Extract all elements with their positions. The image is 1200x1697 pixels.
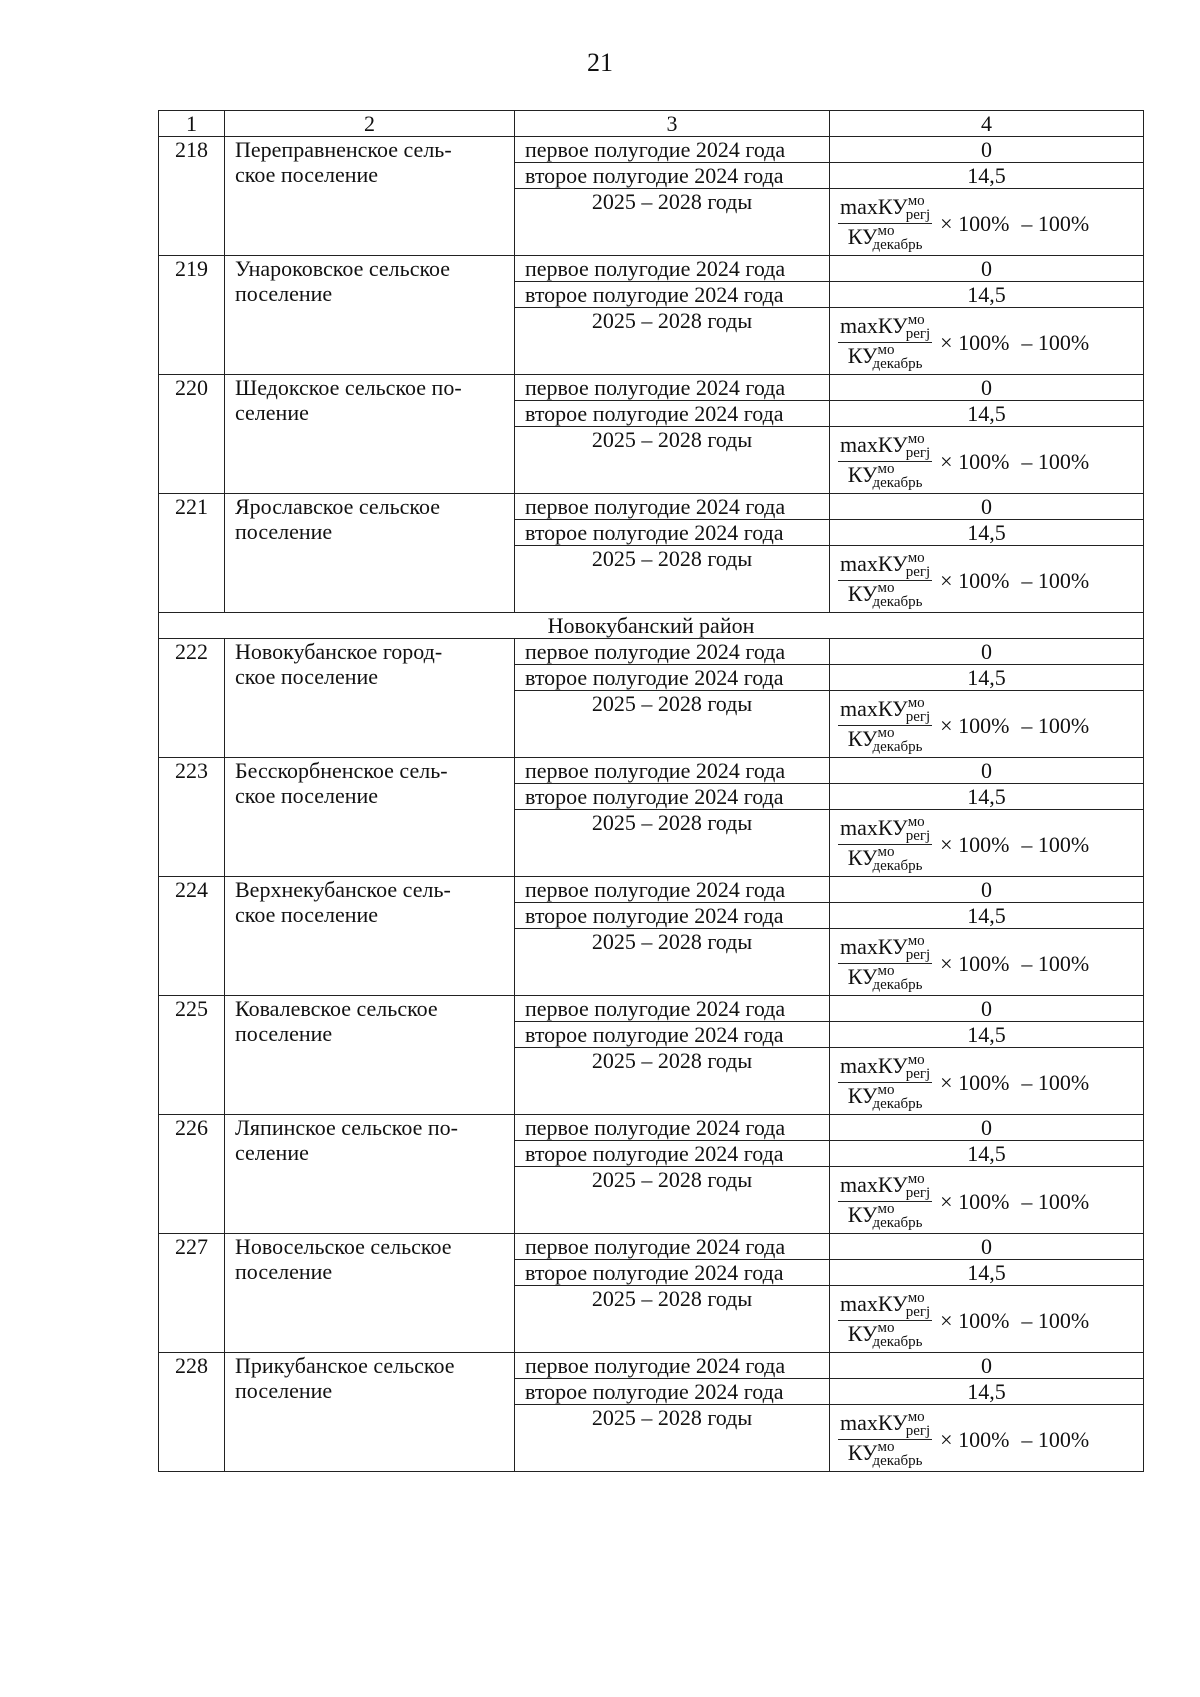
formula-numerator-sub: регj bbox=[905, 1065, 931, 1082]
period-multi-year: 2025 – 2028 годы bbox=[515, 1405, 830, 1472]
period-second-half: второе полугодие 2024 года bbox=[515, 520, 830, 546]
value-second-half: 14,5 bbox=[830, 163, 1144, 189]
settlement-name: Ярославское сельское поселение bbox=[225, 494, 515, 613]
formula-numerator-base: maxКУ bbox=[840, 431, 908, 457]
formula-denominator bbox=[846, 1083, 925, 1111]
settlement-name: Унароковское сельское поселение bbox=[225, 256, 515, 375]
formula-numerator-sub: регj bbox=[905, 1184, 931, 1201]
value-second-half: 14,5 bbox=[830, 784, 1144, 810]
formula-denominator bbox=[846, 581, 925, 609]
row-number: 221 bbox=[159, 494, 225, 613]
formula-numerator-base: maxКУ bbox=[840, 814, 908, 840]
period-first-half: первое полугодие 2024 года bbox=[515, 256, 830, 282]
period-multi-year: 2025 – 2028 годы bbox=[515, 691, 830, 758]
formula-denominator bbox=[846, 462, 925, 490]
period-first-half: первое полугодие 2024 года bbox=[515, 1234, 830, 1260]
settlement-name: Новосельское сельское поселение bbox=[225, 1234, 515, 1353]
formula-denominator-sub: декабрь bbox=[872, 236, 923, 253]
settlement-name: Верхнекубанское сель- ское поселение bbox=[225, 877, 515, 996]
formula-numerator-base: maxКУ bbox=[840, 193, 908, 219]
formula-denominator-sub: декабрь bbox=[872, 593, 923, 610]
formula-denominator bbox=[846, 845, 925, 873]
table-row bbox=[159, 137, 1144, 163]
value-first-half: 0 bbox=[830, 639, 1144, 665]
formula-numerator-base: maxКУ bbox=[840, 1052, 908, 1078]
value-formula bbox=[830, 1167, 1144, 1234]
value-first-half: 0 bbox=[830, 494, 1144, 520]
row-number: 219 bbox=[159, 256, 225, 375]
formula-denominator-base: КУ bbox=[847, 223, 878, 249]
settlement-name: Ковалевское сельское поселение bbox=[225, 996, 515, 1115]
formula-numerator-sup: мо bbox=[907, 192, 925, 209]
value-second-half: 14,5 bbox=[830, 1022, 1144, 1048]
formula-minus: – 100% bbox=[1021, 712, 1090, 738]
formula-numerator-sup: мо bbox=[907, 1051, 925, 1068]
formula-times: × 100% bbox=[940, 1069, 1010, 1095]
formula-fraction bbox=[838, 1170, 932, 1231]
period-multi-year: 2025 – 2028 годы bbox=[515, 810, 830, 877]
formula bbox=[838, 310, 1139, 374]
formula-numerator bbox=[838, 813, 932, 845]
formula-tail bbox=[940, 449, 1089, 474]
formula-numerator-sup: мо bbox=[907, 311, 925, 328]
formula-times: × 100% bbox=[940, 329, 1010, 355]
formula bbox=[838, 1407, 1139, 1471]
formula-numerator-sup: мо bbox=[907, 1170, 925, 1187]
formula-minus: – 100% bbox=[1021, 1188, 1090, 1214]
formula-numerator bbox=[838, 1408, 932, 1440]
formula-denominator-sup: мо bbox=[877, 724, 895, 741]
formula bbox=[838, 1288, 1139, 1352]
formula-numerator-sup: мо bbox=[907, 430, 925, 447]
formula bbox=[838, 429, 1139, 493]
formula-tail bbox=[940, 1189, 1089, 1214]
formula-denominator-sub: декабрь bbox=[872, 976, 923, 993]
table-row bbox=[159, 256, 1144, 282]
formula-minus: – 100% bbox=[1021, 329, 1090, 355]
value-second-half: 14,5 bbox=[830, 665, 1144, 691]
formula-fraction bbox=[838, 430, 932, 491]
period-first-half: первое полугодие 2024 года bbox=[515, 137, 830, 163]
period-second-half: второе полугодие 2024 года bbox=[515, 401, 830, 427]
settlement-name: Ляпинское сельское по- селение bbox=[225, 1115, 515, 1234]
formula-tail bbox=[940, 211, 1089, 236]
formula-fraction bbox=[838, 813, 932, 874]
formula-numerator-sub: регj bbox=[905, 206, 931, 223]
formula-denominator-sup: мо bbox=[877, 222, 895, 239]
period-multi-year: 2025 – 2028 годы bbox=[515, 929, 830, 996]
value-formula bbox=[830, 546, 1144, 613]
formula-numerator bbox=[838, 1170, 932, 1202]
formula-denominator bbox=[846, 343, 925, 371]
header-col-4: 4 bbox=[830, 111, 1144, 137]
value-first-half: 0 bbox=[830, 877, 1144, 903]
period-multi-year: 2025 – 2028 годы bbox=[515, 1048, 830, 1115]
formula-numerator-base: maxКУ bbox=[840, 550, 908, 576]
table-row bbox=[159, 877, 1144, 903]
table-row bbox=[159, 1234, 1144, 1260]
table-row bbox=[159, 494, 1144, 520]
value-formula bbox=[830, 1286, 1144, 1353]
formula-numerator-sub: регj bbox=[905, 1303, 931, 1320]
formula-denominator-base: КУ bbox=[847, 1320, 878, 1346]
formula-denominator bbox=[846, 964, 925, 992]
formula-denominator-base: КУ bbox=[847, 461, 878, 487]
formula-denominator-sup: мо bbox=[877, 962, 895, 979]
settlement-name: Прикубанское сельское поселение bbox=[225, 1353, 515, 1472]
formula bbox=[838, 191, 1139, 255]
formula-minus: – 100% bbox=[1021, 1069, 1090, 1095]
formula-numerator bbox=[838, 311, 932, 343]
formula-numerator-sup: мо bbox=[907, 694, 925, 711]
period-first-half: первое полугодие 2024 года bbox=[515, 1353, 830, 1379]
formula-denominator-sub: декабрь bbox=[872, 1333, 923, 1350]
formula-denominator-sub: декабрь bbox=[872, 1214, 923, 1231]
period-second-half: второе полугодие 2024 года bbox=[515, 1260, 830, 1286]
formula-numerator-sub: регj bbox=[905, 325, 931, 342]
value-second-half: 14,5 bbox=[830, 401, 1144, 427]
value-first-half: 0 bbox=[830, 375, 1144, 401]
formula-numerator-sup: мо bbox=[907, 1289, 925, 1306]
formula-denominator-sub: декабрь bbox=[872, 738, 923, 755]
formula-times: × 100% bbox=[940, 831, 1010, 857]
formula-numerator bbox=[838, 1051, 932, 1083]
formula-numerator bbox=[838, 430, 932, 462]
table-body bbox=[159, 111, 1144, 1472]
formula bbox=[838, 1169, 1139, 1233]
formula-denominator-base: КУ bbox=[847, 1082, 878, 1108]
value-first-half: 0 bbox=[830, 1353, 1144, 1379]
settlement-name: Бесскорбненское сель- ское поселение bbox=[225, 758, 515, 877]
formula-times: × 100% bbox=[940, 1188, 1010, 1214]
period-second-half: второе полугодие 2024 года bbox=[515, 1022, 830, 1048]
formula-numerator bbox=[838, 1289, 932, 1321]
period-first-half: первое полугодие 2024 года bbox=[515, 494, 830, 520]
formula-minus: – 100% bbox=[1021, 1426, 1090, 1452]
value-formula bbox=[830, 1405, 1144, 1472]
formula-times: × 100% bbox=[940, 1307, 1010, 1333]
formula-denominator-sub: декабрь bbox=[872, 1095, 923, 1112]
table-row bbox=[159, 639, 1144, 665]
value-first-half: 0 bbox=[830, 758, 1144, 784]
formula-numerator-sub: регj bbox=[905, 708, 931, 725]
formula-times: × 100% bbox=[940, 210, 1010, 236]
district-row bbox=[159, 613, 1144, 639]
formula bbox=[838, 931, 1139, 995]
period-first-half: первое полугодие 2024 года bbox=[515, 639, 830, 665]
formula-denominator-base: КУ bbox=[847, 580, 878, 606]
formula-denominator-sup: мо bbox=[877, 843, 895, 860]
value-first-half: 0 bbox=[830, 1234, 1144, 1260]
formula-tail bbox=[940, 713, 1089, 738]
period-multi-year: 2025 – 2028 годы bbox=[515, 1167, 830, 1234]
settlement-name: Шедокское сельское по- селение bbox=[225, 375, 515, 494]
formula-minus: – 100% bbox=[1021, 950, 1090, 976]
formula-tail bbox=[940, 1308, 1089, 1333]
formula-denominator-base: КУ bbox=[847, 1439, 878, 1465]
formula-numerator-base: maxКУ bbox=[840, 1171, 908, 1197]
formula-denominator bbox=[846, 1321, 925, 1349]
row-number: 226 bbox=[159, 1115, 225, 1234]
formula-denominator-sub: декабрь bbox=[872, 857, 923, 874]
formula-fraction bbox=[838, 549, 932, 610]
formula-times: × 100% bbox=[940, 950, 1010, 976]
formula-denominator-sup: мо bbox=[877, 1081, 895, 1098]
value-second-half: 14,5 bbox=[830, 282, 1144, 308]
row-number: 218 bbox=[159, 137, 225, 256]
value-second-half: 14,5 bbox=[830, 520, 1144, 546]
formula-numerator-sub: регj bbox=[905, 444, 931, 461]
period-first-half: первое полугодие 2024 года bbox=[515, 1115, 830, 1141]
value-formula bbox=[830, 929, 1144, 996]
formula-minus: – 100% bbox=[1021, 210, 1090, 236]
formula-denominator-base: КУ bbox=[847, 844, 878, 870]
formula-numerator-base: maxКУ bbox=[840, 1409, 908, 1435]
district-name: Новокубанский район bbox=[159, 613, 1144, 639]
formula-denominator-sub: декабрь bbox=[872, 474, 923, 491]
table-row bbox=[159, 375, 1144, 401]
formula-tail bbox=[940, 832, 1089, 857]
value-formula bbox=[830, 427, 1144, 494]
formula-denominator bbox=[846, 1440, 925, 1468]
formula-fraction bbox=[838, 192, 932, 253]
value-formula bbox=[830, 810, 1144, 877]
formula-tail bbox=[940, 330, 1089, 355]
table-row bbox=[159, 1115, 1144, 1141]
page-number: 21 bbox=[587, 48, 613, 77]
period-second-half: второе полугодие 2024 года bbox=[515, 1379, 830, 1405]
formula-numerator-base: maxКУ bbox=[840, 933, 908, 959]
formula-denominator-sup: мо bbox=[877, 1319, 895, 1336]
header-row bbox=[159, 111, 1144, 137]
formula-numerator-base: maxКУ bbox=[840, 1290, 908, 1316]
period-multi-year: 2025 – 2028 годы bbox=[515, 546, 830, 613]
table-row bbox=[159, 758, 1144, 784]
value-first-half: 0 bbox=[830, 137, 1144, 163]
header-col-1: 1 bbox=[159, 111, 225, 137]
formula-fraction bbox=[838, 311, 932, 372]
tariff-table bbox=[158, 110, 1144, 1472]
table-row bbox=[159, 996, 1144, 1022]
value-second-half: 14,5 bbox=[830, 1379, 1144, 1405]
formula bbox=[838, 812, 1139, 876]
formula-numerator bbox=[838, 932, 932, 964]
formula-minus: – 100% bbox=[1021, 448, 1090, 474]
formula-fraction bbox=[838, 1408, 932, 1469]
formula-denominator-base: КУ bbox=[847, 1201, 878, 1227]
formula-denominator-base: КУ bbox=[847, 342, 878, 368]
formula-tail bbox=[940, 1427, 1089, 1452]
row-number: 225 bbox=[159, 996, 225, 1115]
formula-denominator bbox=[846, 224, 925, 252]
period-multi-year: 2025 – 2028 годы bbox=[515, 427, 830, 494]
value-formula bbox=[830, 1048, 1144, 1115]
formula-numerator-sub: регj bbox=[905, 946, 931, 963]
value-formula bbox=[830, 308, 1144, 375]
period-second-half: второе полугодие 2024 года bbox=[515, 163, 830, 189]
row-number: 227 bbox=[159, 1234, 225, 1353]
formula-denominator-sup: мо bbox=[877, 579, 895, 596]
period-second-half: второе полугодие 2024 года bbox=[515, 903, 830, 929]
formula-denominator-sup: мо bbox=[877, 1200, 895, 1217]
period-first-half: первое полугодие 2024 года bbox=[515, 877, 830, 903]
formula-numerator-sup: мо bbox=[907, 549, 925, 566]
period-second-half: второе полугодие 2024 года bbox=[515, 1141, 830, 1167]
formula-denominator-sup: мо bbox=[877, 341, 895, 358]
value-second-half: 14,5 bbox=[830, 903, 1144, 929]
period-second-half: второе полугодие 2024 года bbox=[515, 665, 830, 691]
formula-fraction bbox=[838, 1289, 932, 1350]
formula-numerator-base: maxКУ bbox=[840, 695, 908, 721]
formula-denominator-sub: декабрь bbox=[872, 1452, 923, 1469]
formula-minus: – 100% bbox=[1021, 567, 1090, 593]
value-second-half: 14,5 bbox=[830, 1141, 1144, 1167]
formula-fraction bbox=[838, 932, 932, 993]
header-col-3: 3 bbox=[515, 111, 830, 137]
value-first-half: 0 bbox=[830, 256, 1144, 282]
row-number: 222 bbox=[159, 639, 225, 758]
formula bbox=[838, 548, 1139, 612]
period-second-half: второе полугодие 2024 года bbox=[515, 282, 830, 308]
formula-denominator-base: КУ bbox=[847, 963, 878, 989]
value-second-half: 14,5 bbox=[830, 1260, 1144, 1286]
formula-numerator-sup: мо bbox=[907, 813, 925, 830]
formula-tail bbox=[940, 1070, 1089, 1095]
settlement-name: Новокубанское город- ское поселение bbox=[225, 639, 515, 758]
period-multi-year: 2025 – 2028 годы bbox=[515, 189, 830, 256]
formula-times: × 100% bbox=[940, 567, 1010, 593]
formula-times: × 100% bbox=[940, 712, 1010, 738]
formula bbox=[838, 693, 1139, 757]
row-number: 228 bbox=[159, 1353, 225, 1472]
period-first-half: первое полугодие 2024 года bbox=[515, 758, 830, 784]
period-second-half: второе полугодие 2024 года bbox=[515, 784, 830, 810]
row-number: 223 bbox=[159, 758, 225, 877]
period-multi-year: 2025 – 2028 годы bbox=[515, 308, 830, 375]
value-first-half: 0 bbox=[830, 1115, 1144, 1141]
formula-numerator bbox=[838, 192, 932, 224]
value-formula bbox=[830, 691, 1144, 758]
table-row bbox=[159, 1353, 1144, 1379]
formula-tail bbox=[940, 568, 1089, 593]
formula-denominator-base: КУ bbox=[847, 725, 878, 751]
formula-numerator-sub: регj bbox=[905, 563, 931, 580]
formula-minus: – 100% bbox=[1021, 831, 1090, 857]
formula-times: × 100% bbox=[940, 1426, 1010, 1452]
formula-numerator-base: maxКУ bbox=[840, 312, 908, 338]
formula-numerator bbox=[838, 694, 932, 726]
settlement-name: Переправненское сель- ское поселение bbox=[225, 137, 515, 256]
period-first-half: первое полугодие 2024 года bbox=[515, 996, 830, 1022]
value-formula bbox=[830, 189, 1144, 256]
formula-denominator-sub: декабрь bbox=[872, 355, 923, 372]
formula-fraction bbox=[838, 1051, 932, 1112]
formula-denominator bbox=[846, 726, 925, 754]
period-multi-year: 2025 – 2028 годы bbox=[515, 1286, 830, 1353]
formula-times: × 100% bbox=[940, 448, 1010, 474]
row-number: 224 bbox=[159, 877, 225, 996]
formula bbox=[838, 1050, 1139, 1114]
row-number: 220 bbox=[159, 375, 225, 494]
formula-numerator-sup: мо bbox=[907, 932, 925, 949]
formula-numerator-sub: регj bbox=[905, 827, 931, 844]
formula-fraction bbox=[838, 694, 932, 755]
formula-numerator bbox=[838, 549, 932, 581]
value-first-half: 0 bbox=[830, 996, 1144, 1022]
formula-numerator-sub: регj bbox=[905, 1422, 931, 1439]
formula-tail bbox=[940, 951, 1089, 976]
formula-denominator-sup: мо bbox=[877, 460, 895, 477]
formula-numerator-sup: мо bbox=[907, 1408, 925, 1425]
formula-denominator-sup: мо bbox=[877, 1438, 895, 1455]
formula-denominator bbox=[846, 1202, 925, 1230]
header-col-2: 2 bbox=[225, 111, 515, 137]
formula-minus: – 100% bbox=[1021, 1307, 1090, 1333]
period-first-half: первое полугодие 2024 года bbox=[515, 375, 830, 401]
